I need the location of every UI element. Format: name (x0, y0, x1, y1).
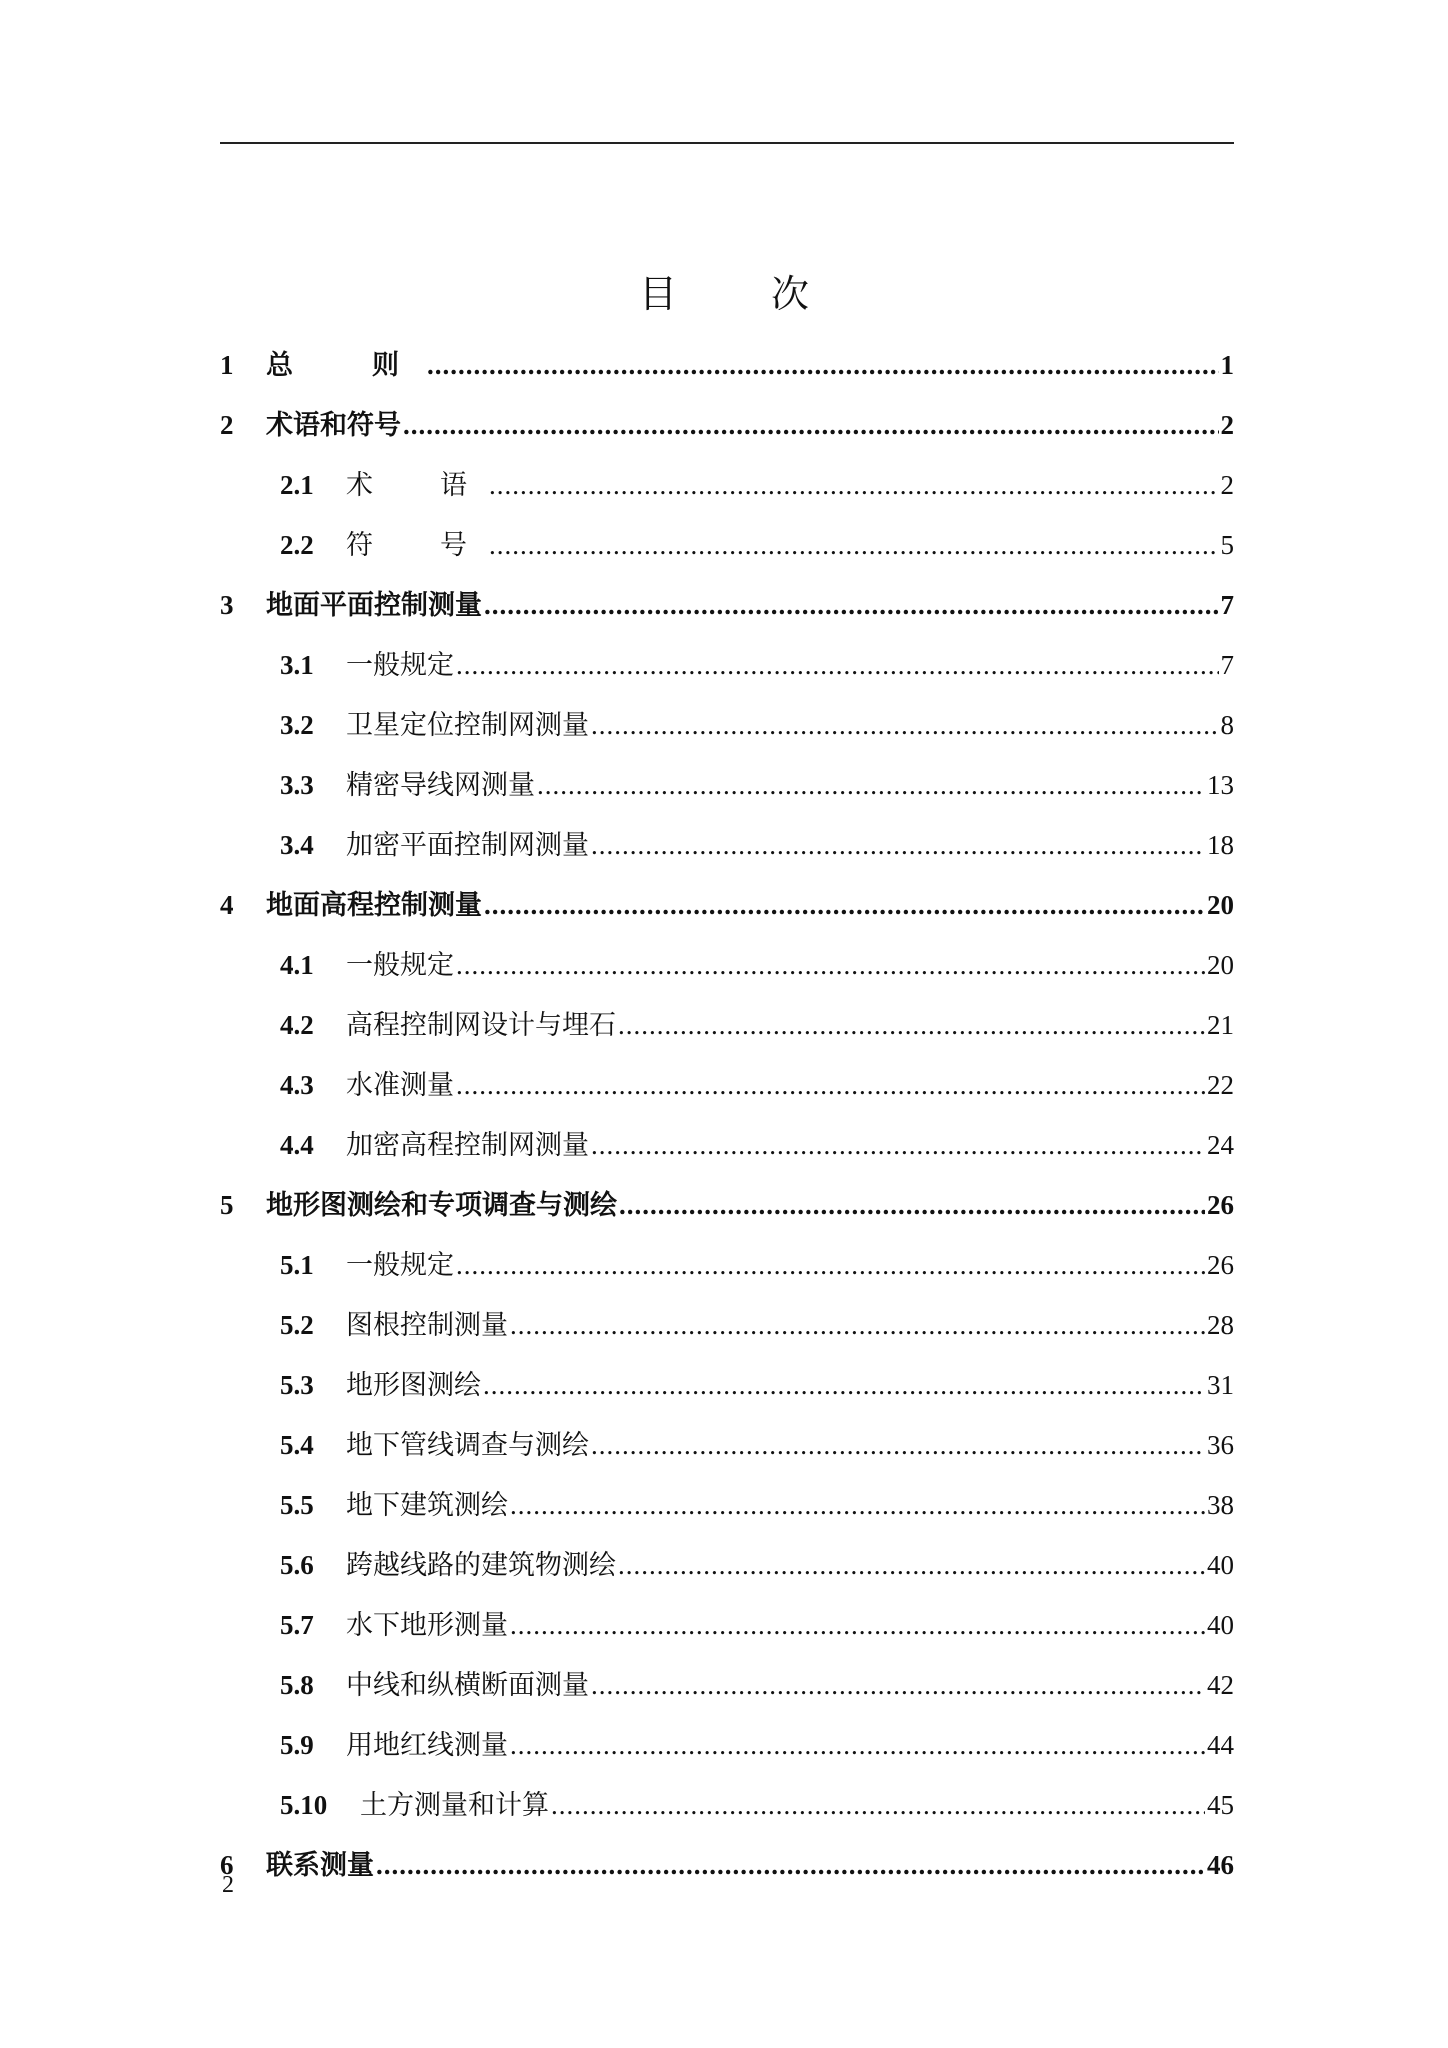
toc-entry-label: 联系测量 (266, 1850, 374, 1880)
dot-leader (456, 945, 1205, 985)
toc-entry-number: 5 (220, 1190, 234, 1220)
toc-entry-2-1[interactable] (220, 445, 1234, 505)
toc-entry-number: 4.3 (280, 1070, 314, 1100)
toc-entry-page: 46 (1207, 1850, 1234, 1880)
toc-entry-5-8[interactable] (220, 1645, 1234, 1705)
toc-entry-label: 地下管线调查与测绘 (346, 1430, 589, 1460)
toc-entry-label: 术语和符号 (266, 410, 401, 440)
dot-leader (483, 1365, 1205, 1405)
dot-leader (619, 1185, 1205, 1225)
toc-entry-3-2[interactable] (220, 685, 1234, 745)
toc-entry-5-2[interactable] (220, 1285, 1234, 1345)
dot-leader (591, 705, 1219, 745)
toc-entry-number: 4.1 (280, 950, 314, 980)
dot-leader (551, 1785, 1205, 1825)
toc-entry-label: 地面高程控制测量 (266, 890, 482, 920)
toc-entry-label: 地形图测绘和专项调查与测绘 (266, 1190, 617, 1220)
toc-entry-page: 26 (1207, 1250, 1234, 1280)
toc-entry-number: 6 (220, 1850, 234, 1880)
dot-leader (403, 405, 1219, 445)
dot-leader (456, 645, 1219, 685)
toc-entry-number: 5.10 (280, 1790, 328, 1820)
toc-entry-5-9[interactable] (220, 1705, 1234, 1765)
toc-entry-5-3[interactable] (220, 1345, 1234, 1405)
toc-entry-3[interactable] (220, 565, 1234, 625)
dot-leader (489, 525, 1219, 565)
toc-entry-5-10[interactable] (220, 1765, 1234, 1825)
toc-entry-page: 42 (1207, 1670, 1234, 1700)
toc-entry-page: 38 (1207, 1490, 1234, 1520)
toc-entry-page: 1 (1220, 350, 1234, 380)
toc-entry-number: 4.4 (280, 1130, 314, 1160)
toc-entry-number: 2 (220, 410, 234, 440)
toc-entry-page: 7 (1220, 650, 1234, 680)
toc-entry-2-2[interactable] (220, 505, 1234, 565)
toc-entry-page: 20 (1207, 890, 1234, 920)
toc-entry-label: 符 号 (346, 530, 487, 560)
dot-leader (456, 1245, 1205, 1285)
toc-entry-label: 水下地形测量 (346, 1610, 508, 1640)
dot-leader (510, 1305, 1205, 1345)
toc-entry-label: 卫星定位控制网测量 (346, 710, 589, 740)
toc-entry-label: 用地红线测量 (346, 1730, 508, 1760)
toc-entry-page: 7 (1220, 590, 1234, 620)
toc-entry-number: 3.4 (280, 830, 314, 860)
toc-entry-label: 一般规定 (346, 950, 454, 980)
dot-leader (376, 1845, 1205, 1885)
toc-entry-page: 40 (1207, 1550, 1234, 1580)
dot-leader (510, 1725, 1205, 1765)
toc-entry-label: 精密导线网测量 (346, 770, 535, 800)
toc-entry-page: 20 (1207, 950, 1234, 980)
toc-entry-5-6[interactable] (220, 1525, 1234, 1585)
toc-entry-3-1[interactable] (220, 625, 1234, 685)
toc-entry-page: 22 (1207, 1070, 1234, 1100)
toc-entry-number: 5.9 (280, 1730, 314, 1760)
toc-entry-number: 2.2 (280, 530, 314, 560)
toc-entry-label: 一般规定 (346, 650, 454, 680)
toc-entry-number: 5.3 (280, 1370, 314, 1400)
dot-leader (456, 1065, 1205, 1105)
dot-leader (510, 1485, 1205, 1525)
toc-entry-page: 13 (1207, 770, 1234, 800)
toc-entry-number: 4 (220, 890, 234, 920)
toc-entry-label: 总 则 (266, 350, 425, 380)
toc-entry-5-1[interactable] (220, 1225, 1234, 1285)
toc-entry-label: 地面平面控制测量 (266, 590, 482, 620)
toc-entry-page: 21 (1207, 1010, 1234, 1040)
page-number: 2 (222, 1872, 234, 1898)
toc-entry-page: 2 (1220, 410, 1234, 440)
toc-entry-6[interactable] (220, 1825, 1234, 1885)
toc-entry-number: 4.2 (280, 1010, 314, 1040)
toc-entry-5-4[interactable] (220, 1405, 1234, 1465)
toc-entry-number: 3.1 (280, 650, 314, 680)
toc-entry-label: 土方测量和计算 (360, 1790, 549, 1820)
dot-leader (618, 1005, 1205, 1045)
dot-leader (489, 465, 1219, 505)
toc-entry-number: 2.1 (280, 470, 314, 500)
toc-entry-4-4[interactable] (220, 1105, 1234, 1165)
toc-entry-4-1[interactable] (220, 925, 1234, 985)
toc-entry-number: 3 (220, 590, 234, 620)
toc-entry-number: 3.3 (280, 770, 314, 800)
toc-entry-number: 5.1 (280, 1250, 314, 1280)
header-rule (220, 142, 1234, 144)
dot-leader (510, 1605, 1205, 1645)
toc-entry-number: 5.6 (280, 1550, 314, 1580)
dot-leader (537, 765, 1205, 805)
toc-entry-page: 26 (1207, 1190, 1234, 1220)
toc-entry-page: 40 (1207, 1610, 1234, 1640)
dot-leader (591, 1125, 1205, 1165)
toc-entry-label: 加密平面控制网测量 (346, 830, 589, 860)
toc-entry-4[interactable] (220, 865, 1234, 925)
dot-leader (591, 1425, 1205, 1465)
toc-entry-label: 加密高程控制网测量 (346, 1130, 589, 1160)
toc-entry-label: 水准测量 (346, 1070, 454, 1100)
toc-entry-3-3[interactable] (220, 745, 1234, 805)
toc-entry-number: 5.7 (280, 1610, 314, 1640)
toc-entry-5-5[interactable] (220, 1465, 1234, 1525)
toc-entry-page: 36 (1207, 1430, 1234, 1460)
toc-entry-5[interactable] (220, 1165, 1234, 1225)
toc-entry-page: 5 (1220, 530, 1234, 560)
toc-entry-1[interactable] (220, 325, 1234, 385)
page-title: 目 次 (638, 274, 837, 317)
dot-leader (618, 1545, 1205, 1585)
toc-entry-page: 44 (1207, 1730, 1234, 1760)
toc-entry-number: 5.5 (280, 1490, 314, 1520)
toc-entry-number: 5.2 (280, 1310, 314, 1340)
toc-entry-page: 8 (1220, 710, 1234, 740)
dot-leader (484, 585, 1219, 625)
dot-leader (484, 885, 1205, 925)
toc-entry-label: 地形图测绘 (346, 1370, 481, 1400)
dot-leader (591, 825, 1205, 865)
toc-entry-4-3[interactable] (220, 1045, 1234, 1105)
table-of-contents (220, 325, 1234, 1885)
toc-entry-number: 5.4 (280, 1430, 314, 1460)
toc-entry-page: 24 (1207, 1130, 1234, 1160)
toc-entry-page: 28 (1207, 1310, 1234, 1340)
toc-entry-number: 3.2 (280, 710, 314, 740)
toc-entry-label: 高程控制网设计与埋石 (346, 1010, 616, 1040)
toc-entry-number: 1 (220, 350, 234, 380)
toc-entry-label: 地下建筑测绘 (346, 1490, 508, 1520)
toc-entry-label: 中线和纵横断面测量 (346, 1670, 589, 1700)
toc-entry-number: 5.8 (280, 1670, 314, 1700)
dot-leader (591, 1665, 1205, 1705)
toc-entry-2[interactable] (220, 385, 1234, 445)
toc-entry-4-2[interactable] (220, 985, 1234, 1045)
toc-entry-label: 术 语 (346, 470, 487, 500)
toc-entry-page: 2 (1220, 470, 1234, 500)
toc-entry-label: 图根控制测量 (346, 1310, 508, 1340)
toc-entry-page: 31 (1207, 1370, 1234, 1400)
toc-entry-label: 一般规定 (346, 1250, 454, 1280)
toc-entry-5-7[interactable] (220, 1585, 1234, 1645)
toc-entry-label: 跨越线路的建筑物测绘 (346, 1550, 616, 1580)
toc-entry-3-4[interactable] (220, 805, 1234, 865)
toc-entry-page: 45 (1207, 1790, 1234, 1820)
dot-leader (427, 345, 1219, 385)
toc-entry-page: 18 (1207, 830, 1234, 860)
